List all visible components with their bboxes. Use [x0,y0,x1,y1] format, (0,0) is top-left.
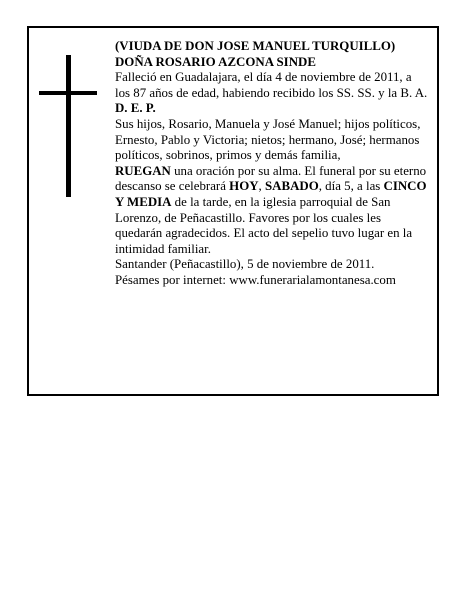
funeral-text-2: , día 5, a las [318,179,384,194]
comma-separator: , [258,179,265,194]
funeral-paragraph [115,164,429,258]
cross-horizontal-bar [39,91,97,95]
ruegan-word: RUEGAN [115,163,171,178]
obituary-notice [27,26,439,396]
cross-vertical-bar [66,55,71,197]
notice-body [115,39,429,289]
sabado-word: SABADO [265,179,319,194]
family-paragraph: Sus hijos, Rosario, Manuela y José Manuel; hijos políticos, Ernesto, Pablo y Victoria; nietos; hermano, José; hermanos políticos, sobrinos, primos y demás familia, [115,116,421,163]
death-statement: Falleció en Guadalajara, el día 4 de noviembre de 2011, a los 87 años de edad, habiendo recibido los SS. SS. y la B. A. [115,70,428,100]
dep-line: D. E. P. [115,101,156,116]
hoy-word: HOY [229,179,259,194]
funeral-text-3: de la tarde, en la iglesia parroquial de San Lorenzo, de Peñacastillo. Favores por los cuales les quedarán agradecidos. El acto del sepelio tuvo lugar en la intimidad familiar. [115,194,413,256]
funeral-time: CINCO Y MEDIA [115,179,427,209]
condolences-line: Pésames por internet: www.funerarialamontanesa.com [115,272,396,287]
deceased-name: DOÑA ROSARIO AZCONA SINDE [115,54,316,69]
widow-of-line: (VIUDA DE DON JOSE MANUEL TURQUILLO) [115,39,396,53]
cross-icon [39,55,97,197]
funeral-text-1: una oración por su alma. El funeral por su eterno descanso se celebrará [115,163,427,194]
place-date: Santander (Peñacastillo), 5 de noviembre de 2011. [115,257,375,272]
